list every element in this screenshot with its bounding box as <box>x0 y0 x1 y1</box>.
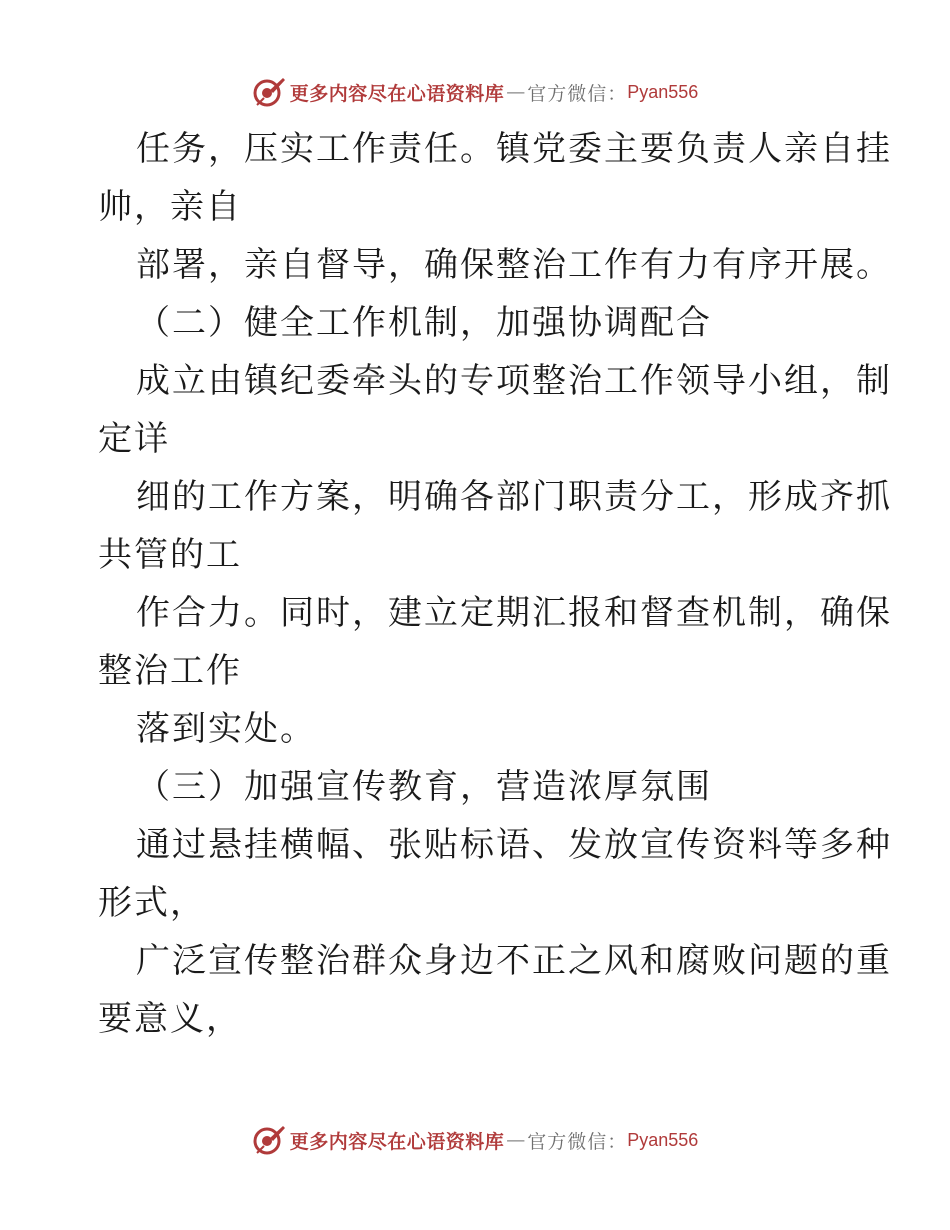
paragraph-line: 整治工作 <box>98 651 242 691</box>
paragraph-line: 形式， <box>98 883 206 923</box>
section-heading: （三）加强宣传教育，营造浓厚氛围 <box>136 767 712 807</box>
paragraph-line: 定详 <box>98 419 170 459</box>
banner-main-text: 更多内容尽在心语资料库 <box>289 82 505 105</box>
paragraph-line: 广泛宣传整治群众身边不正之风和腐败问题的重 <box>136 941 892 981</box>
paragraph-line: 任务，压实工作责任。镇党委主要负责人亲自挂 <box>136 129 892 169</box>
section-heading: （二）健全工作机制，加强协调配合 <box>136 303 712 343</box>
header-watermark-banner <box>0 72 950 112</box>
paragraph-line: 细的工作方案，明确各部门职责分工，形成齐抓 <box>136 477 892 517</box>
paragraph-line: 部署，亲自督导，确保整治工作有力有序开展。 <box>136 245 892 285</box>
paragraph-line: 成立由镇纪委牵头的专项整治工作领导小组，制 <box>136 361 892 401</box>
banner-main-text: 更多内容尽在心语资料库 <box>289 1130 505 1153</box>
pen-logo-icon <box>252 75 286 109</box>
banner-dash: — <box>506 81 526 103</box>
banner-dash: — <box>506 1129 526 1151</box>
banner-wechat-id: Pyan556 <box>627 1129 699 1150</box>
paragraph-line: 作合力。同时，建立定期汇报和督查机制，确保 <box>136 593 892 633</box>
paragraph-line: 落到实处。 <box>136 709 316 749</box>
footer-watermark-banner <box>0 1120 950 1160</box>
banner-wechat-id: Pyan556 <box>627 81 699 102</box>
paragraph-line: 共管的工 <box>98 535 242 575</box>
document-body <box>98 120 892 1048</box>
banner-wechat-label: 官方微信： <box>527 82 628 105</box>
paragraph-line: 通过悬挂横幅、张贴标语、发放宣传资料等多种 <box>136 825 892 865</box>
banner-wechat-label: 官方微信： <box>527 1130 628 1153</box>
pen-logo-icon <box>252 1123 286 1157</box>
paragraph-line: 要意义， <box>98 999 242 1039</box>
paragraph-line: 帅，亲自 <box>98 187 242 227</box>
